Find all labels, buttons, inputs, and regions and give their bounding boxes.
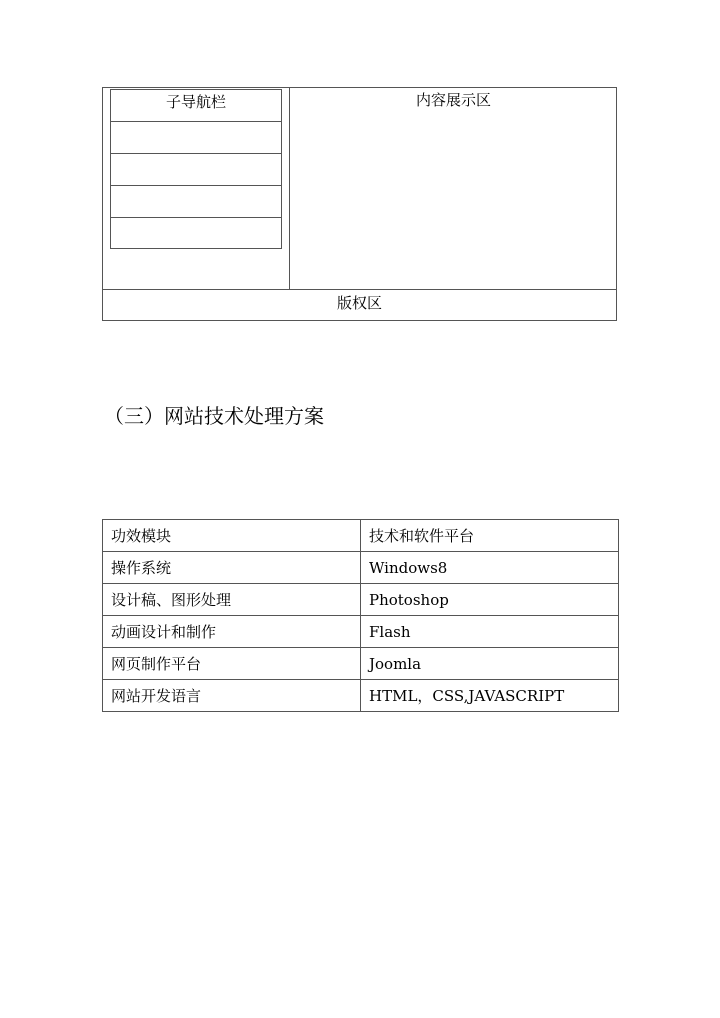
table-cell: 操作系统 [103, 552, 361, 584]
copyright-area-label: 版权区 [336, 294, 382, 312]
table-cell: 动画设计和制作 [103, 616, 361, 648]
subnav-box [110, 89, 282, 249]
table-header-cell: 技术和软件平台 [361, 520, 619, 552]
subnav-row [111, 154, 281, 186]
table-header-row [103, 520, 619, 552]
tech-table [102, 519, 619, 712]
table-header-cell: 功效模块 [103, 520, 361, 552]
content-area-label: 内容展示区 [415, 91, 491, 109]
subnav-row [111, 186, 281, 218]
vertical-divider [289, 88, 290, 289]
table-cell: Flash [361, 616, 619, 648]
table-row [103, 616, 619, 648]
section-heading: （三）网站技术处理方案 [104, 404, 324, 428]
table-cell: 网页制作平台 [103, 648, 361, 680]
subnav-title: 子导航栏 [111, 90, 281, 122]
table-cell: Photoshop [361, 584, 619, 616]
subnav-row [111, 122, 281, 154]
table-cell: 设计稿、图形处理 [103, 584, 361, 616]
table-row [103, 648, 619, 680]
table-cell: 网站开发语言 [103, 680, 361, 712]
table-cell: Joomla [361, 648, 619, 680]
subnav-row [111, 218, 281, 250]
table-cell: Windows8 [361, 552, 619, 584]
table-cell: HTML，CSS,JAVASCRIPT [361, 680, 619, 712]
table-row [103, 552, 619, 584]
table-row [103, 584, 619, 616]
table-row [103, 680, 619, 712]
layout-diagram [102, 87, 617, 321]
